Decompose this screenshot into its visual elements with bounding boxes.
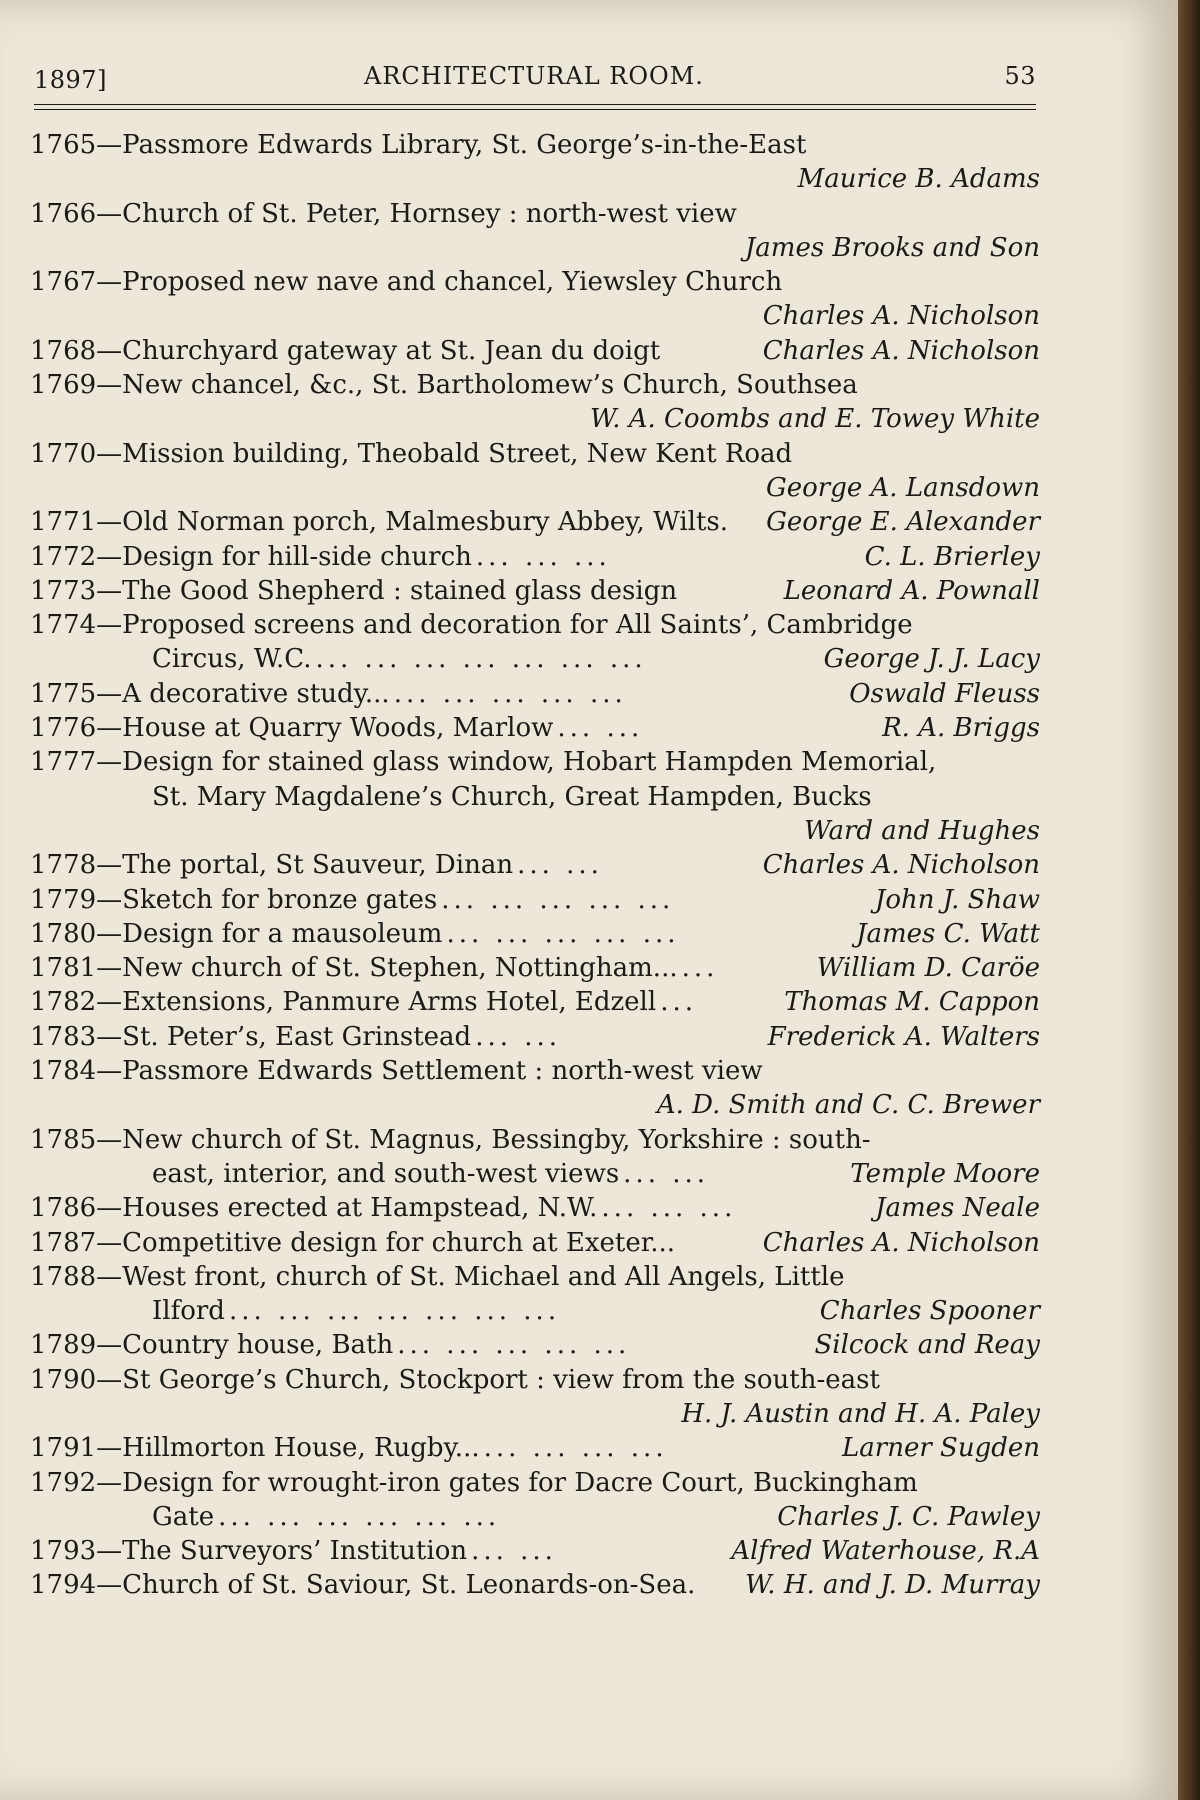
leader-dots: ... ... ... ...	[483, 1433, 668, 1464]
architect-name: Thomas M. Cappon	[784, 987, 1040, 1018]
architect-name: Larner Sugden	[842, 1433, 1040, 1464]
catalogue-line	[30, 197, 1040, 231]
entry-title: 1787—Competitive design for church at Exeter...	[30, 1227, 676, 1258]
entry-title: 1773—The Good Shepherd : stained glass design	[30, 575, 678, 606]
leader-dots: ... ...	[475, 1021, 562, 1052]
catalogue-line	[30, 1020, 1040, 1054]
catalogue-line	[30, 917, 1040, 951]
catalogue-line	[30, 334, 1040, 368]
catalogue-line	[30, 1260, 1040, 1294]
catalogue-line	[30, 1534, 1040, 1568]
entry-title: 1790—St George’s Church, Stockport : view from the south-east	[30, 1364, 880, 1395]
header-year: 1897]	[34, 66, 107, 94]
leader-dots: ... ... ... ... ... ... ...	[228, 1296, 561, 1327]
entry-continuation-text: Ilford	[152, 1296, 225, 1327]
leader-dots: ... ... ... ... ... ... ...	[315, 644, 647, 675]
catalogue-line	[30, 368, 1040, 402]
entry-title: 1788—West front, church of St. Michael and All Angels, Little	[30, 1261, 845, 1292]
book-binding-edge	[1178, 0, 1200, 1800]
architect-name: James Neale	[875, 1193, 1040, 1224]
architect-name: Leonard A. Pownall	[783, 575, 1040, 606]
entry-title: 1765—Passmore Edwards Library, St. George’s-in-the-East	[30, 130, 807, 160]
leader-dots: ... ... ... ... ...	[441, 884, 675, 915]
catalogue-line	[30, 883, 1040, 917]
architect-name: George J. J. Lacy	[823, 644, 1040, 675]
architect-name: W. A. Coombs and E. Towey White	[590, 404, 1040, 435]
catalogue-line	[30, 231, 1040, 265]
entry-continuation-text: St. Mary Magdalene’s Church, Great Hampden, Bucks	[152, 781, 872, 812]
entry-title: 1774—Proposed screens and decoration for All Saints’, Cambridge	[30, 610, 913, 641]
architect-name: Charles A. Nicholson	[762, 335, 1040, 366]
leader-dots: ...	[681, 953, 719, 984]
leader-dots	[660, 334, 763, 368]
leader-dots: ... ... ... ... ... ...	[218, 1501, 501, 1532]
catalogue-line	[30, 1568, 1040, 1602]
entry-title: 1783—St. Peter’s, East Grinstead	[30, 1021, 472, 1052]
entry-title: 1770—Mission building, Theobald Street, New Kent Road	[30, 438, 793, 469]
entry-title: 1779—Sketch for bronze gates	[30, 884, 438, 915]
leader-dots: ... ... ... ... ...	[446, 918, 680, 949]
catalogue-line	[30, 1466, 1040, 1500]
catalogue-line	[30, 780, 1040, 814]
catalogue-line	[30, 1500, 1040, 1534]
entry-title: 1784—Passmore Edwards Settlement : north-west view	[30, 1056, 763, 1087]
header-rule-bottom	[34, 109, 1036, 110]
catalogue-line	[30, 162, 1040, 196]
entry-title: 1792—Design for wrought-iron gates for Dacre Court, Buckingham	[30, 1467, 918, 1498]
entry-title: 1785—New church of St. Magnus, Bessingby, Yorkshire : south-	[30, 1124, 871, 1155]
architect-name: Maurice B. Adams	[797, 164, 1040, 195]
architect-name: James C. Watt	[856, 918, 1040, 949]
catalogue-line	[30, 1328, 1040, 1362]
leader-dots	[675, 1226, 763, 1260]
architect-name: Charles A. Nicholson	[762, 850, 1040, 881]
architect-name: John J. Shaw	[874, 884, 1040, 915]
leader-dots	[695, 1568, 745, 1602]
page-number: 53	[1004, 62, 1036, 90]
architect-name: W. H. and J. D. Murray	[745, 1570, 1040, 1601]
architect-name: Alfred Waterhouse, R.A	[731, 1536, 1040, 1567]
catalogue-line	[30, 848, 1040, 882]
architect-name: Charles Spooner	[819, 1296, 1040, 1327]
entry-title: 1780—Design for a mausoleum	[30, 918, 443, 949]
leader-dots: ... ... ...	[475, 541, 611, 572]
catalogue-line	[30, 745, 1040, 779]
catalogue-line	[30, 1054, 1040, 1088]
architect-name: C. L. Brierley	[864, 541, 1040, 572]
catalogue-entries	[30, 128, 1040, 1603]
entry-title: 1786—Houses erected at Hampstead, N.W.	[30, 1193, 598, 1224]
entry-title: 1766—Church of St. Peter, Hornsey : north-west view	[30, 198, 737, 229]
catalogue-line	[30, 677, 1040, 711]
catalogue-line	[30, 1123, 1040, 1157]
entry-title: 1782—Extensions, Panmure Arms Hotel, Edzell	[30, 987, 657, 1018]
entry-title: 1781—New church of St. Stephen, Nottingham...	[30, 953, 678, 984]
leader-dots: ... ...	[623, 1158, 710, 1189]
architect-name: Charles A. Nicholson	[762, 1227, 1040, 1258]
leader-dots: ... ... ...	[601, 1193, 737, 1224]
architect-name: Charles A. Nicholson	[762, 301, 1040, 332]
leader-dots	[728, 505, 766, 539]
entry-continuation-text: Gate	[152, 1501, 215, 1532]
header-title: ARCHITECTURAL ROOM.	[364, 62, 704, 90]
catalogue-line	[30, 1397, 1040, 1431]
leader-dots	[677, 574, 783, 608]
entry-title: 1793—The Surveyors’ Institution	[30, 1536, 468, 1567]
catalogue-line	[30, 1157, 1040, 1191]
architect-name: Frederick A. Walters	[767, 1021, 1040, 1052]
architect-name: George A. Lansdown	[766, 472, 1040, 503]
entry-title: 1775—A decorative study...	[30, 678, 390, 709]
architect-name: Temple Moore	[850, 1158, 1040, 1189]
leader-dots: ...	[660, 987, 697, 1018]
catalogue-line	[30, 128, 1040, 162]
entry-title: 1769—New chancel, &c., St. Bartholomew’s Church, Southsea	[30, 370, 858, 401]
running-header	[34, 62, 1036, 100]
catalogue-line	[30, 402, 1040, 436]
architect-name: A. D. Smith and C. C. Brewer	[656, 1090, 1040, 1121]
architect-name: H. J. Austin and H. A. Paley	[681, 1398, 1040, 1429]
catalogue-line	[30, 437, 1040, 471]
entry-title: 1768—Churchyard gateway at St. Jean du doigt	[30, 335, 661, 366]
catalogue-line	[30, 299, 1040, 333]
catalogue-line	[30, 1294, 1040, 1328]
entry-title: 1794—Church of St. Saviour, St. Leonards-on-Sea.	[30, 1570, 696, 1601]
catalogue-line	[30, 608, 1040, 642]
entry-title: 1771—Old Norman porch, Malmesbury Abbey, Wilts.	[30, 507, 729, 538]
catalogue-line	[30, 1431, 1040, 1465]
catalogue-line	[30, 642, 1040, 676]
architect-name: James Brooks and Son	[744, 232, 1040, 263]
catalogue-line	[30, 505, 1040, 539]
entry-title: 1789—Country house, Bath	[30, 1330, 394, 1361]
catalogue-line	[30, 1191, 1040, 1225]
entry-title: 1778—The portal, St Sauveur, Dinan	[30, 850, 514, 881]
catalogue-line	[30, 574, 1040, 608]
catalogue-line	[30, 1226, 1040, 1260]
leader-dots: ... ...	[517, 850, 603, 881]
architect-name: William D. Caröe	[816, 953, 1040, 984]
entry-title: 1777—Design for stained glass window, Hobart Hampden Memorial,	[30, 747, 937, 778]
architect-name: Oswald Fleuss	[849, 678, 1040, 709]
leader-dots: ... ...	[471, 1536, 557, 1567]
leader-dots: ... ...	[557, 713, 644, 744]
catalogue-line	[30, 814, 1040, 848]
architect-name: George E. Alexander	[766, 507, 1040, 538]
catalogue-line	[30, 265, 1040, 299]
architect-name: Charles J. C. Pawley	[777, 1501, 1040, 1532]
entry-title: 1791—Hillmorton House, Rugby...	[30, 1433, 480, 1464]
entry-title: 1767—Proposed new nave and chancel, Yiewsley Church	[30, 267, 783, 298]
leader-dots: ... ... ... ... ...	[393, 678, 627, 709]
catalogue-line	[30, 1088, 1040, 1122]
catalogue-line	[30, 471, 1040, 505]
catalogue-line	[30, 711, 1040, 745]
architect-name: R. A. Briggs	[882, 713, 1040, 744]
header-rule-top	[34, 104, 1036, 105]
entry-title: 1776—House at Quarry Woods, Marlow	[30, 713, 554, 744]
catalogue-line	[30, 540, 1040, 574]
entry-continuation-text: Circus, W.C.	[152, 644, 312, 675]
catalogue-line	[30, 951, 1040, 985]
catalogue-line	[30, 1363, 1040, 1397]
architect-name: Silcock and Reay	[814, 1330, 1040, 1361]
leader-dots: ... ... ... ... ...	[397, 1330, 631, 1361]
entry-continuation-text: east, interior, and south-west views	[152, 1158, 620, 1189]
catalogue-line	[30, 985, 1040, 1019]
entry-title: 1772—Design for hill-side church	[30, 541, 472, 572]
architect-name: Ward and Hughes	[804, 815, 1040, 846]
